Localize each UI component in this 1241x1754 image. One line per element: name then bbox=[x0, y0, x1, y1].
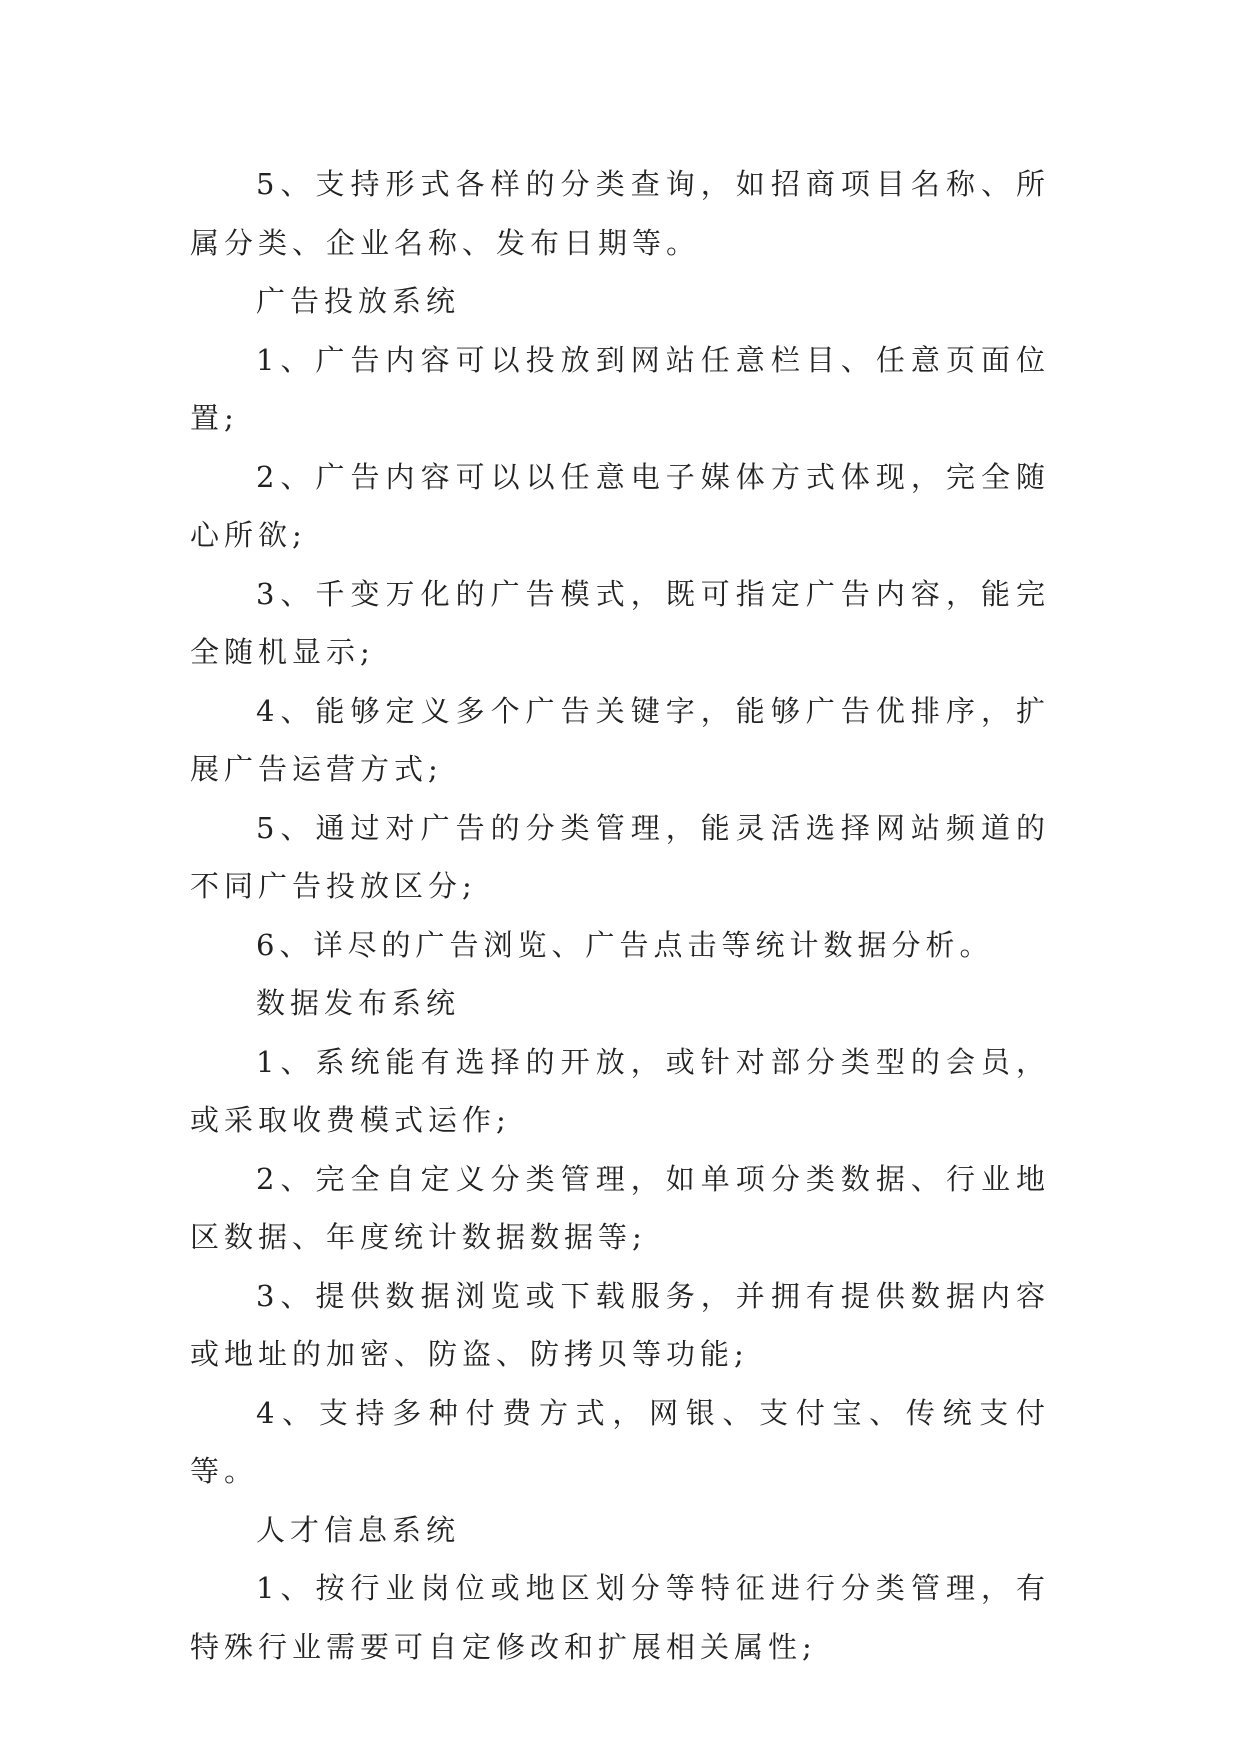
paragraph-ad-2: 2、广告内容可以以任意电子媒体方式体现，完全随心所欲; bbox=[190, 459, 1050, 552]
paragraph-ad-6: 6、详尽的广告浏览、广告点击等统计数据分析。 bbox=[256, 927, 994, 962]
paragraph-ad-1: 1、广告内容可以投放到网站任意栏目、任意页面位置; bbox=[190, 342, 1050, 435]
paragraph-ad-3: 3、千变万化的广告模式，既可指定广告内容，能完全随机显示; bbox=[190, 576, 1050, 669]
paragraph-ad-4: 4、能够定义多个广告关键字，能够广告优排序，扩展广告运营方式; bbox=[190, 693, 1050, 786]
paragraph-investment-query: 5、支持形式各样的分类查询，如招商项目名称、所属分类、企业名称、发布日期等。 bbox=[190, 167, 1050, 260]
paragraph-data-2: 2、完全自定义分类管理，如单项分类数据、行业地区数据、年度统计数据数据等; bbox=[190, 1161, 1050, 1254]
paragraph-ad-5: 5、通过对广告的分类管理，能灵活选择网站频道的不同广告投放区分; bbox=[190, 810, 1050, 903]
paragraph-data-4: 4、支持多种付费方式，网银、支付宝、传统支付等。 bbox=[190, 1395, 1050, 1488]
section-heading-data-system: 数据发布系统 bbox=[256, 986, 461, 1020]
paragraph-talent-1: 1、按行业岗位或地区划分等特征进行分类管理，有特殊行业需要可自定修改和扩展相关属性; bbox=[190, 1571, 1050, 1664]
paragraph-data-1: 1、系统能有选择的开放，或针对部分类型的会员，或采取收费模式运作; bbox=[190, 1044, 1050, 1137]
section-heading-ad-system: 广告投放系统 bbox=[256, 284, 461, 318]
section-heading-talent-system: 人才信息系统 bbox=[256, 1512, 461, 1547]
document-body bbox=[190, 155, 1050, 1676]
paragraph-data-3: 3、提供数据浏览或下载服务，并拥有提供数据内容或地址的加密、防盗、防拷贝等功能; bbox=[190, 1278, 1050, 1371]
